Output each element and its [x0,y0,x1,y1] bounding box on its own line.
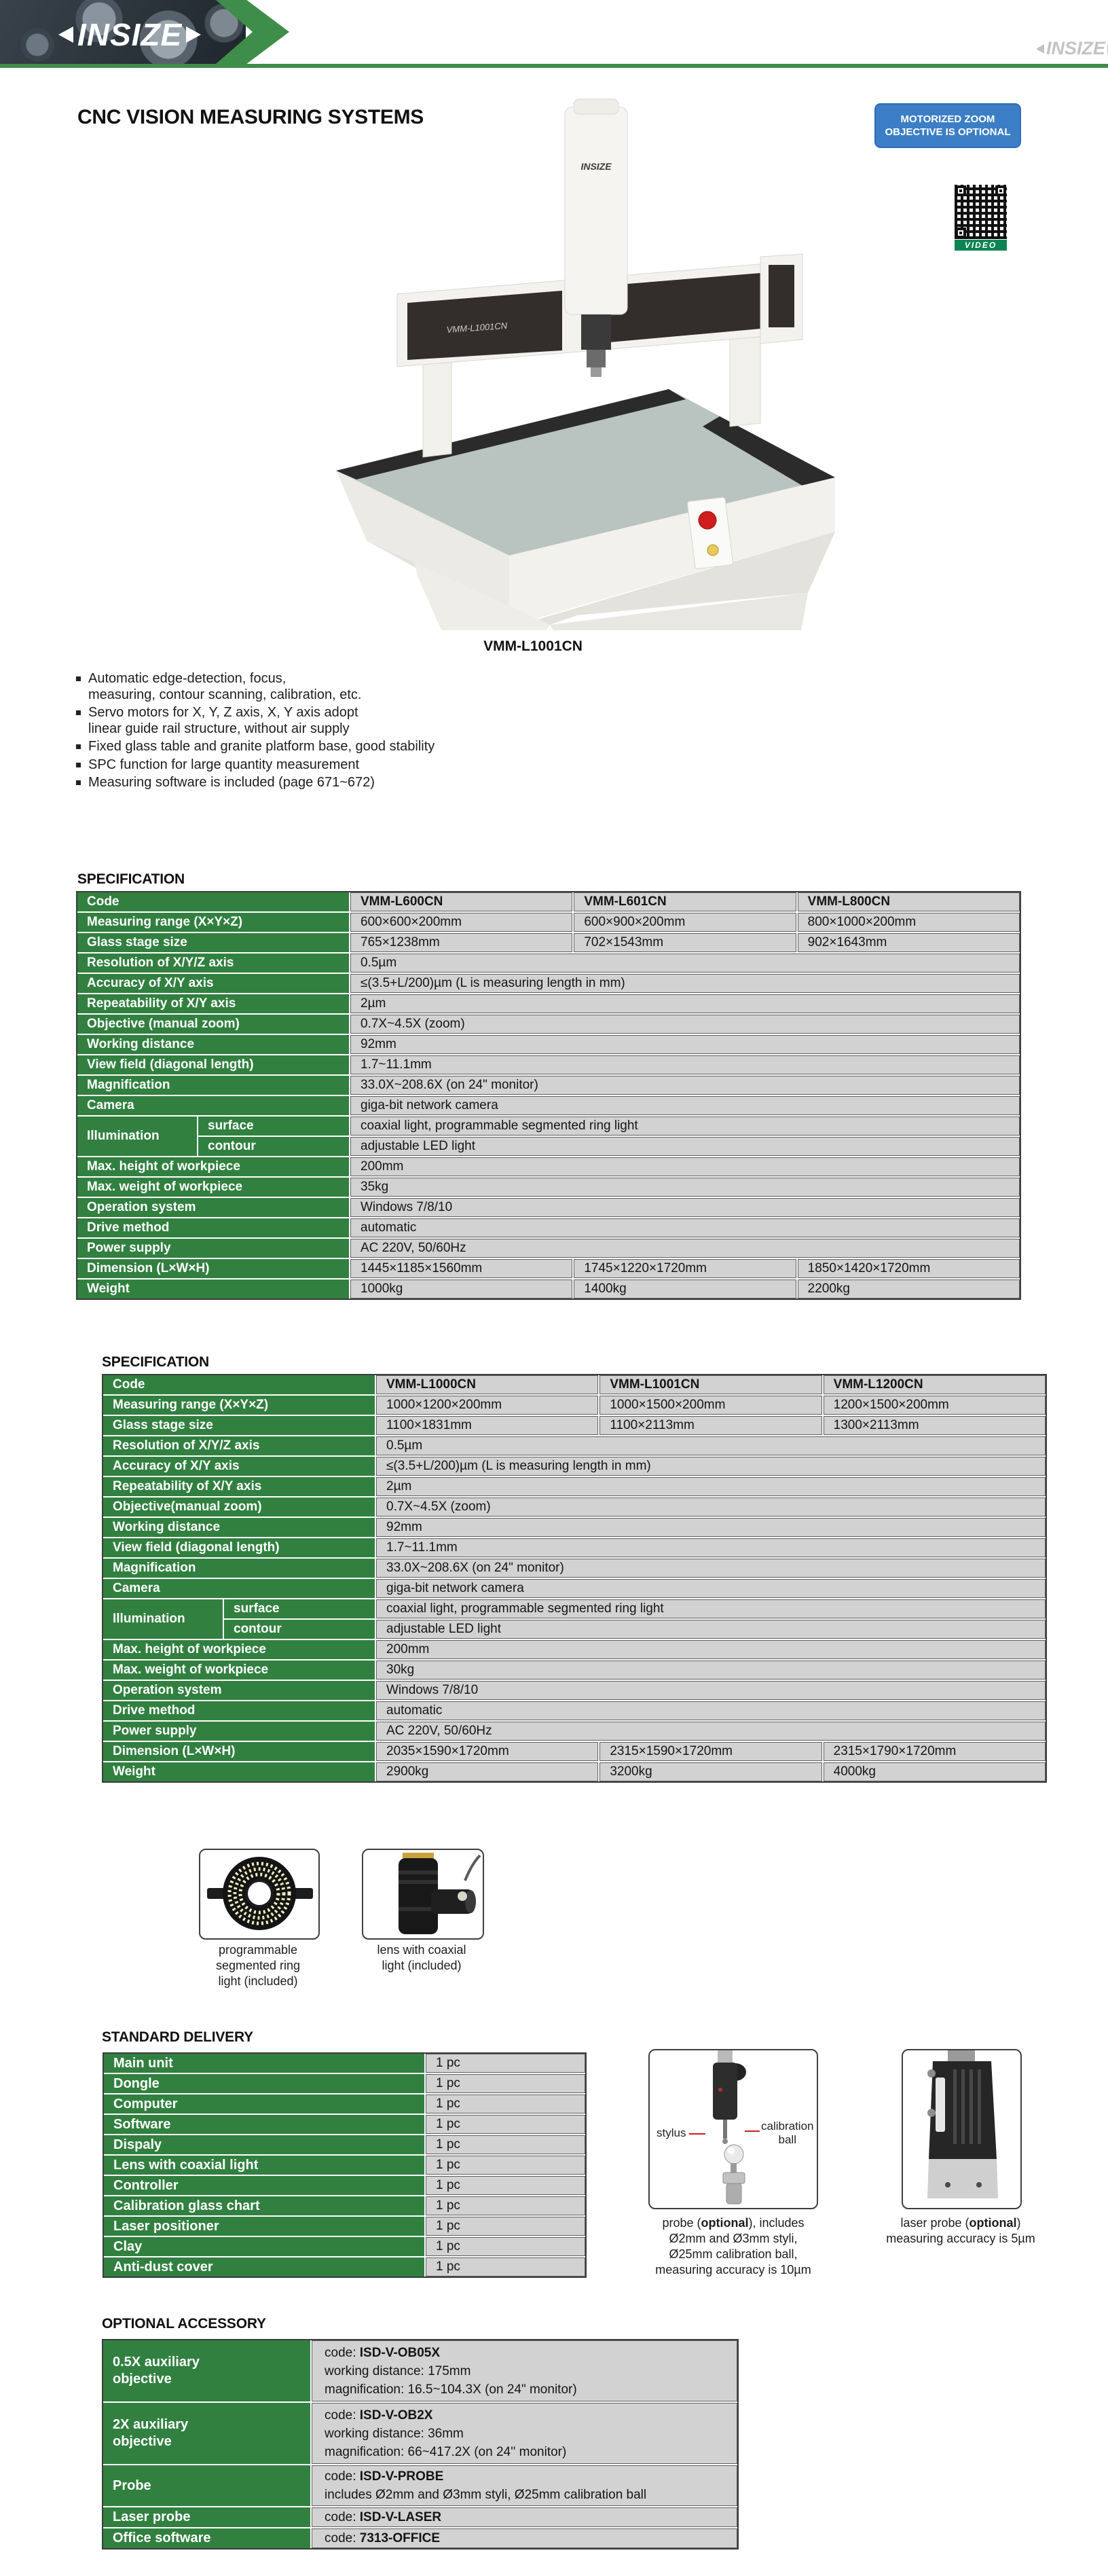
spec-value-cell: 1.7~11.1mm [350,1055,1020,1074]
spec-label-cell: Working distance [103,1518,375,1537]
delivery-item: Lens with coaxial light [104,2156,424,2175]
spec-sublabel-cell: surface [224,1599,375,1618]
spec-label-cell: Resolution of X/Y/Z axis [77,954,349,973]
spec-label-cell: Dimension (L×W×H) [103,1742,375,1761]
spec-label-cell: Repeatability of X/Y axis [77,994,349,1013]
illumination-cell-group [103,1599,375,1639]
machine-model-label: VMM-L1001CN [446,320,508,335]
spec-value-cell: 1000×1500×200mm [599,1396,821,1415]
caption-line: programmable [218,1943,298,1957]
spec-value-cell: 33.0X~208.6X (on 24" monitor) [376,1559,1046,1578]
spec-value-cell: 702×1543mm [574,933,796,952]
label-line: Probe [113,2478,151,2493]
caption-line: probe (optional), includes [662,2216,805,2230]
spec-value-cell: AC 220V, 50/60Hz [376,1722,1046,1741]
spec-value-cell: 1745×1220×1720mm [574,1259,796,1278]
spec-value-cell: 1400kg [574,1280,796,1299]
spec2-heading: SPECIFICATION [102,1354,210,1370]
bullet-icon [76,780,81,785]
spec-value-cell: VMM-L600CN [350,892,572,911]
delivery-item: Dispaly [104,2135,424,2154]
caption-line: light (included) [218,1974,298,1988]
delivery-item: Controller [104,2176,424,2195]
spec-value-cell: 30kg [376,1661,1046,1680]
value-line: working distance: 36mm [325,2426,464,2441]
spec-value-cell: coaxial light, programmable segmented ring light [376,1599,1046,1618]
spec-value-cell: 2035×1590×1720mm [376,1742,598,1761]
spec-value-cell: 3200kg [599,1762,821,1781]
delivery-qty: 1 pc [426,2217,585,2236]
delivery-qty: 1 pc [426,2074,585,2093]
spec-value-cell: 2200kg [798,1280,1020,1299]
spec-label-cell: View field (diagonal length) [103,1538,375,1557]
stylus-pointer-line [689,2133,705,2135]
optional-value-cell [312,2465,737,2506]
spec-value-cell: 200mm [350,1157,1020,1176]
spec-sublabel-cell: surface [198,1117,349,1136]
spec-label-cell: Repeatability of X/Y axis [103,1477,375,1496]
spec-value-cell: 4000kg [824,1762,1046,1781]
delivery-item: Software [104,2115,424,2134]
feature-text: measuring, contour scanning, calibration, etc. [88,687,362,702]
spec-label-cell: Weight [103,1762,375,1781]
header-watermark [1036,38,1108,59]
optional-label-cell [103,2403,310,2464]
spec1-heading: SPECIFICATION [77,871,185,887]
optional-value-cell [312,2340,737,2401]
spec-value-cell: 902×1643mm [798,933,1020,952]
caption-line: measuring accuracy is 5µm [886,2232,1035,2245]
spec-table-1 [76,891,1021,1300]
spec-value-cell: 200mm [376,1640,1046,1659]
spec-value-cell: VMM-L1000CN [376,1375,598,1394]
spec-value-cell: 2µm [350,994,1020,1013]
feature-item [76,739,687,755]
laser-probe-caption [852,2215,1069,2247]
label-line: 2X auxiliary [113,2417,189,2432]
spec-label-cell: Operation system [103,1681,375,1700]
spec-value-cell: 765×1238mm [350,933,572,952]
spec-label-cell: Power supply [77,1239,349,1258]
label-line: Laser probe [113,2509,191,2524]
laser-probe-image [902,2049,1022,2209]
value-line: magnification: 16.5~104.3X (on 24" monitor) [325,2382,577,2397]
label-line: objective [113,2434,172,2449]
spec-value-cell: 1200×1500×200mm [824,1396,1046,1415]
probe-caption [621,2215,845,2278]
spec-value-cell: 1100×2113mm [599,1416,821,1435]
coaxial-lens-image [362,1849,484,1940]
delivery-item: Computer [104,2094,424,2114]
spec-label-cell: Max. height of workpiece [103,1640,375,1659]
feature-item [76,775,687,791]
spec-sublabel-cell: contour [224,1620,375,1639]
insize-logo [58,16,201,53]
badge-line-1: MOTORIZED ZOOM [900,113,995,125]
spec-value-cell: automatic [350,1218,1020,1237]
label-line: 0.5X auxiliary [113,2355,200,2370]
label-line: Office software [113,2530,211,2545]
feature-list [76,671,687,793]
feature-item [76,705,687,737]
spec-label-cell: Camera [103,1579,375,1598]
spec-label-cell: Magnification [103,1559,375,1578]
machine-graphic [285,87,855,630]
spec-value-cell: VMM-L601CN [574,892,796,911]
caption-line: Ø2mm and Ø3mm styli, [669,2232,798,2245]
optional-heading: OPTIONAL ACCESSORY [102,2316,266,2332]
caption-line: calibration [761,2120,814,2133]
optional-zoom-badge [874,103,1021,148]
spec-sublabel-cell: contour [198,1137,349,1156]
code-line: code: ISD-V-PROBE [325,2469,444,2484]
spec-value-cell: 2315×1790×1720mm [824,1742,1046,1761]
spec-label-cell: Measuring range (X×Y×Z) [103,1396,375,1415]
qr-finder-icon [955,228,966,238]
spec-table-2 [102,1374,1047,1783]
spec-value-cell: 2µm [376,1477,1046,1496]
code-line: code: ISD-V-OB2X [325,2408,433,2423]
spec-label-cell: Illumination [77,1117,197,1156]
delivery-item: Anti-dust cover [104,2257,424,2276]
feature-text: linear guide rail structure, without air supply [88,721,350,736]
spec-value-cell: Windows 7/8/10 [350,1198,1020,1217]
feature-text: Fixed glass table and granite platform base, good stability [88,739,435,754]
spec-label-cell: Illumination [103,1599,223,1639]
spec-value-cell: 1000×1200×200mm [376,1396,598,1415]
delivery-qty: 1 pc [426,2135,585,2154]
spec-label-cell: Max. height of workpiece [77,1157,349,1176]
spec-value-cell: 2900kg [376,1762,598,1781]
product-image [285,87,855,630]
logo-text: INSIZE [77,17,183,52]
spec-value-cell: 92mm [350,1035,1020,1054]
optional-label-cell [103,2465,310,2506]
illumination-cell-group [77,1117,349,1156]
spec-label-cell: Glass stage size [103,1416,375,1435]
product-caption: VMM-L1001CN [483,638,583,654]
delivery-item: Laser positioner [104,2217,424,2236]
spec-label-cell: Objective(manual zoom) [103,1498,375,1517]
caption-line: Ø25mm calibration ball, [669,2247,798,2261]
delivery-table [103,2052,587,2278]
laser-probe-graphic [903,2050,1020,2208]
feature-text: Automatic edge-detection, focus, [88,671,287,686]
feature-item [76,757,687,774]
spec-label-cell: Working distance [77,1035,349,1054]
spec-value-cell: 0.7X~4.5X (zoom) [350,1015,1020,1034]
spec-value-cell: giga-bit network camera [350,1096,1020,1115]
qr-finder-icon [955,185,966,196]
spec-value-cell: adjustable LED light [376,1620,1046,1639]
delivery-qty: 1 pc [426,2115,585,2134]
spec-label-cell: Objective (manual zoom) [77,1015,349,1034]
caption-line: laser probe (optional) [900,2216,1021,2230]
spec-label-cell: Dimension (L×W×H) [77,1259,349,1278]
value-line: includes Ø2mm and Ø3mm styli, Ø25mm calibration ball [325,2488,647,2502]
ring-light-caption [172,1942,344,1989]
calibration-ball-label [761,2120,814,2147]
caption-line: lens with coaxial [377,1943,466,1957]
spec-value-cell: VMM-L1001CN [599,1375,821,1394]
spec-value-cell: Windows 7/8/10 [376,1681,1046,1700]
spec-value-cell: 2315×1590×1720mm [599,1742,821,1761]
delivery-item: Dongle [104,2074,424,2093]
delivery-qty: 1 pc [426,2176,585,2195]
spec-value-cell: giga-bit network camera [376,1579,1046,1598]
bullet-icon [76,676,81,681]
header-green-line [0,64,1108,68]
code-line: code: 7313-OFFICE [325,2531,441,2545]
value-line: working distance: 175mm [325,2363,471,2378]
feature-item [76,671,687,703]
coaxial-lens-graphic [363,1850,483,1938]
optional-label-cell [103,2528,310,2548]
spec-label-cell: Max. weight of workpiece [77,1178,349,1197]
feature-text: SPC function for large quantity measurement [88,757,360,772]
spec-label-cell: Weight [77,1280,349,1299]
spec-value-cell: 0.5µm [376,1436,1046,1455]
bullet-icon [76,744,81,749]
spec-value-cell: 0.5µm [350,954,1020,973]
bullet-icon [76,710,81,715]
spec-value-cell: ≤(3.5+L/200)µm (L is measuring length in mm) [376,1457,1046,1476]
spec-label-cell: Code [103,1375,375,1394]
delivery-qty: 1 pc [426,2196,585,2215]
delivery-qty: 1 pc [426,2156,585,2175]
optional-label-cell [103,2507,310,2527]
qr-code [955,185,1007,239]
caption-line: measuring accuracy is 10µm [655,2263,811,2276]
spec-label-cell: Code [77,892,349,911]
spec-value-cell: 92mm [376,1518,1046,1537]
spec-label-cell: Glass stage size [77,933,349,952]
delivery-item: Calibration glass chart [104,2196,424,2215]
spec-value-cell: 1300×2113mm [824,1416,1046,1435]
page-title: CNC VISION MEASURING SYSTEMS [77,106,424,128]
spec-label-cell: Operation system [77,1198,349,1217]
qr-finder-icon [995,185,1006,196]
code-line: code: ISD-V-OB05X [325,2345,441,2360]
delivery-qty: 1 pc [426,2054,585,2073]
coaxial-lens-caption [339,1942,504,1974]
spec-value-cell: automatic [376,1701,1046,1720]
spec-value-cell: 0.7X~4.5X (zoom) [376,1498,1046,1517]
spec-label-cell: Max. weight of workpiece [103,1661,375,1680]
label-line: objective [113,2372,172,2387]
delivery-qty: 1 pc [426,2094,585,2114]
spec-value-cell: ≤(3.5+L/200)µm (L is measuring length in mm) [350,974,1020,993]
feature-text: Servo motors for X, Y, Z axis, X, Y axis adopt [88,705,358,720]
probe-image [648,2049,818,2209]
optional-value-cell [312,2403,737,2464]
spec-label-cell: View field (diagonal length) [77,1055,349,1074]
spec-label-cell: Accuracy of X/Y axis [77,974,349,993]
spec-value-cell: VMM-L1200CN [824,1375,1046,1394]
delivery-item: Main unit [104,2054,424,2073]
delivery-item: Clay [104,2237,424,2256]
spec-value-cell: adjustable LED light [350,1137,1020,1156]
ball-pointer-line [745,2130,760,2132]
optional-value-cell [312,2528,737,2548]
feature-text: Measuring software is included (page 671~672) [88,775,375,790]
watermark-left-arrow-icon [1036,44,1044,54]
spec-value-cell: 800×1000×200mm [798,913,1020,932]
delivery-heading: STANDARD DELIVERY [102,2029,253,2045]
spec-value-cell: 35kg [350,1178,1020,1197]
optional-value-cell [312,2507,737,2527]
spec-label-cell: Drive method [103,1701,375,1720]
machine-brand-label: INSIZE [580,161,612,172]
spec-label-cell: Measuring range (X×Y×Z) [77,913,349,932]
video-badge: VIDEO [955,240,1007,251]
caption-line: ball [778,2133,796,2146]
spec-value-cell: 33.0X~208.6X (on 24" monitor) [350,1076,1020,1095]
spec-value-cell: 1.7~11.1mm [376,1538,1046,1557]
bullet-icon [76,763,81,767]
spec-value-cell: 600×900×200mm [574,913,796,932]
spec-value-cell: coaxial light, programmable segmented ring light [350,1117,1020,1136]
spec-value-cell: VMM-L800CN [798,892,1020,911]
spec-label-cell: Accuracy of X/Y axis [103,1457,375,1476]
spec-value-cell: 1445×1185×1560mm [350,1259,572,1278]
spec-label-cell: Camera [77,1096,349,1115]
logo-left-arrow-icon [58,26,73,43]
spec-value-cell: AC 220V, 50/60Hz [350,1239,1020,1258]
spec-label-cell: Power supply [103,1722,375,1741]
caption-line: light (included) [382,1959,462,1972]
spec-value-cell: 600×600×200mm [350,913,572,932]
spec-value-cell: 1100×1831mm [376,1416,598,1435]
watermark-text: INSIZE [1046,38,1106,58]
caption-line: segmented ring [215,1959,301,1972]
optional-table [102,2339,739,2550]
delivery-qty: 1 pc [426,2257,585,2276]
ring-light-image [199,1849,320,1940]
spec-label-cell: Magnification [77,1076,349,1095]
spec-value-cell: 1850×1420×1720mm [798,1259,1020,1278]
logo-right-arrow-icon [186,26,201,43]
spec-label-cell: Resolution of X/Y/Z axis [103,1436,375,1455]
optional-label-cell [103,2340,310,2401]
value-line: magnification: 66~417.2X (on 24'' monitor) [325,2444,567,2459]
spec-value-cell: 1000kg [350,1280,572,1299]
delivery-qty: 1 pc [426,2237,585,2256]
code-line: code: ISD-V-LASER [325,2510,442,2524]
badge-line-2: OBJECTIVE IS OPTIONAL [885,126,1011,138]
ring-light-graphic [200,1850,318,1938]
stylus-label: stylus [657,2126,686,2139]
spec-label-cell: Drive method [77,1218,349,1237]
